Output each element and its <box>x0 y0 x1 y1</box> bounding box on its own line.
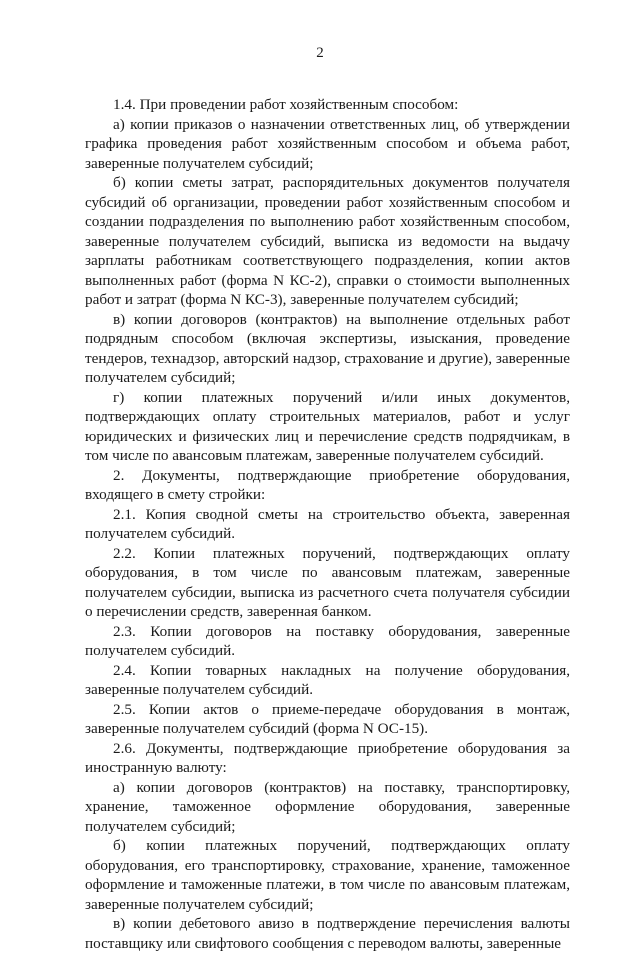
paragraph-2-4: 2.4. Копии товарных накладных на получение оборудования, заверенные получателем субсидий. <box>85 661 570 698</box>
paragraph-2-1: 2.1. Копия сводной сметы на строительство объекта, заверенная получателем субсидий. <box>85 505 570 542</box>
paragraph-2-6-b: б) копии платежных поручений, подтверждающих оплату оборудования, его транспортировку, страхование, хранение, таможенное оформление и таможенные платежи, в том числе по авансовым платежам, заверенные получателем субсидий; <box>85 837 570 913</box>
paragraph-1-4-g: г) копии платежных поручений и/или иных документов, подтверждающих оплату строительных материалов, работ и услуг юридических и физических лиц и перечисление средств подрядчикам, в том числе по авансовым платежам, заверенные получателем субсидий. <box>85 388 570 464</box>
paragraph-2: 2. Документы, подтверждающие приобретение оборудования, входящего в смету стройки: <box>85 466 570 503</box>
page-number: 2 <box>316 45 324 61</box>
paragraph-1-4-a: а) копии приказов о назначении ответственных лиц, об утверждении графика проведения работ хозяйственным способом и объема работ, заверенные получателем субсидий; <box>85 115 570 172</box>
document-body <box>85 95 570 953</box>
paragraph-1-4-b: б) копии сметы затрат, распорядительных документов получателя субсидий об организации, проведении работ хозяйственным способом и создании подразделения по выполнению работ хозяйственным способом, заверенные получателем субсидий, выписка из ведомости на выдачу зарплаты работникам соответствующего подразделения, копии актов выполненных работ (форма N КС-2), справки о стоимости выполненных работ и затрат (форма N КС-3), заверенные получателем субсидий; <box>85 174 570 308</box>
paragraph-1-4: 1.4. При проведении работ хозяйственным способом: <box>113 96 459 113</box>
paragraph-2-6: 2.6. Документы, подтверждающие приобретение оборудования за иностранную валюту: <box>85 739 570 776</box>
paragraph-2-3: 2.3. Копии договоров на поставку оборудования, заверенные получателем субсидий. <box>85 622 570 659</box>
paragraph-2-6-a: а) копии договоров (контрактов) на поставку, транспортировку, хранение, таможенное оформление оборудования, заверенные получателем субсидий; <box>85 778 570 835</box>
paragraph-1-4-v: в) копии договоров (контрактов) на выполнение отдельных работ подрядным способом (включая экспертизы, изыскания, проведение тендеров, технадзор, авторский надзор, страхование и другие), заверенные получателем субсидий; <box>85 310 570 386</box>
paragraph-2-5: 2.5. Копии актов о приеме-передаче оборудования в монтаж, заверенные получателем субсидий (форма N ОС-15). <box>85 700 570 737</box>
paragraph-2-6-v: в) копии дебетового авизо в подтверждение перечисления валюты поставщику или свифтового сообщения с переводом валюты, заверенные <box>85 915 570 952</box>
paragraph-2-2: 2.2. Копии платежных поручений, подтверждающих оплату оборудования, в том числе по авансовым платежам, заверенные получателем субсидии, выписка из расчетного счета получателя субсидии о перечислении средств, заверенная банком. <box>85 544 570 620</box>
